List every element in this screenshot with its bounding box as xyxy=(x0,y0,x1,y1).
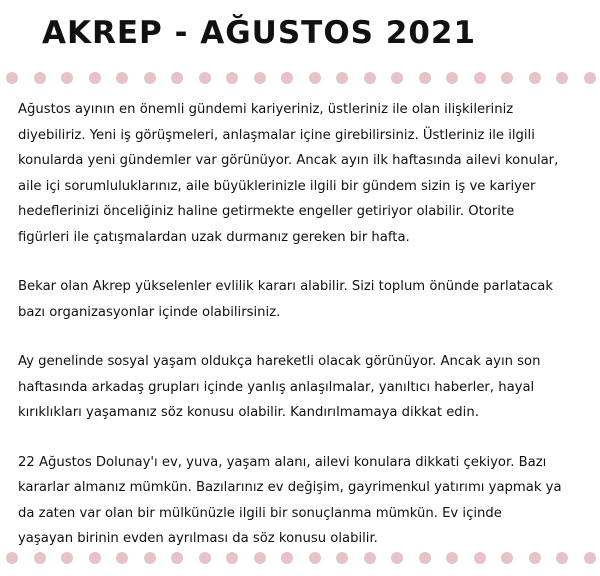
decorative-dot xyxy=(364,552,376,564)
text-line: Ağustos ayının en önemli gündemi kariyeriniz, üstleriniz ile olan ilişkileriniz xyxy=(18,102,514,117)
decorative-dot xyxy=(364,72,376,84)
decorative-dot xyxy=(116,552,128,564)
decorative-dot xyxy=(6,72,18,84)
text-line: bazı organizasyonlar içinde olabilirsiniz. xyxy=(18,304,281,320)
decorative-dot xyxy=(419,72,431,84)
text-line: da zaten var olan bir mülkünüzle ilgili bir sonuçlanma mümkün. Ev içinde xyxy=(18,505,502,521)
decorative-dot xyxy=(199,72,211,84)
text-line: konularda yeni gündemler var görünüyor. Ancak ayın ilk haftasında ailevi konular, xyxy=(18,153,559,168)
top-dot-divider xyxy=(6,71,596,85)
text-line: hedeflerinizi önceliğiniz haline getirmekte engeller getiriyor olabilir. Otorite xyxy=(18,204,515,219)
decorative-dot xyxy=(556,552,568,564)
text-line: 22 Ağustos Dolunay'ı ev, yuva, yaşam alanı, ailevi konulara dikkati çekiyor. Bazı xyxy=(18,454,547,470)
paragraph-full-moon xyxy=(18,450,598,552)
text-line: kırıklıkları yaşamanız söz konusu olabilir. Kandırılmamaya dikkat edin. xyxy=(18,405,479,420)
decorative-dot xyxy=(34,552,46,564)
decorative-dot xyxy=(391,72,403,84)
decorative-dot xyxy=(391,552,403,564)
decorative-dot xyxy=(254,72,266,84)
decorative-dot xyxy=(144,72,156,84)
decorative-dot xyxy=(171,72,183,84)
paragraph-marriage xyxy=(18,274,598,325)
paragraph-social-life xyxy=(18,349,598,426)
text-line: Bekar olan Akrep yükselenler evlilik kararı alabilir. Sizi toplum önünde parlatacak xyxy=(18,279,553,294)
decorative-dot xyxy=(171,552,183,564)
decorative-dot xyxy=(6,552,18,564)
text-line: figürleri ile çatışmalardan uzak durmanız gereken bir hafta. xyxy=(18,229,410,245)
decorative-dot xyxy=(419,552,431,564)
decorative-dot xyxy=(309,552,321,564)
decorative-dot xyxy=(584,552,596,564)
decorative-dot xyxy=(144,552,156,564)
decorative-dot xyxy=(116,72,128,84)
text-line: diyebiliriz. Yeni iş görüşmeleri, anlaşmalar içine girebilirsiniz. Üstleriniz ile ilgili xyxy=(18,127,535,143)
decorative-dot xyxy=(281,72,293,84)
decorative-dot xyxy=(529,552,541,564)
bottom-dot-divider xyxy=(6,551,596,565)
decorative-dot xyxy=(501,552,513,564)
decorative-dot xyxy=(254,552,266,564)
paragraph-career xyxy=(18,97,598,250)
article-body xyxy=(18,97,598,576)
decorative-dot xyxy=(501,72,513,84)
decorative-dot xyxy=(226,552,238,564)
decorative-dot xyxy=(336,552,348,564)
decorative-dot xyxy=(446,552,458,564)
decorative-dot xyxy=(34,72,46,84)
decorative-dot xyxy=(529,72,541,84)
decorative-dot xyxy=(199,552,211,564)
text-line: haftasında arkadaş grupları içinde yanlış anlaşılmalar, yanıltıcı haberler, hayal xyxy=(18,379,535,395)
page-title: AKREP - AĞUSTOS 2021 xyxy=(42,15,477,51)
decorative-dot xyxy=(89,552,101,564)
decorative-dot xyxy=(336,72,348,84)
decorative-dot xyxy=(474,552,486,564)
decorative-dot xyxy=(226,72,238,84)
text-line: Ay genelinde sosyal yaşam oldukça hareketli olacak görünüyor. Ancak ayın son xyxy=(18,354,541,369)
text-line: aile içi sorumluluklarınız, aile büyüklerinizle ilgili bir gündem sizin iş ve kariyer xyxy=(18,178,536,194)
decorative-dot xyxy=(61,72,73,84)
decorative-dot xyxy=(556,72,568,84)
decorative-dot xyxy=(281,552,293,564)
decorative-dot xyxy=(61,552,73,564)
decorative-dot xyxy=(309,72,321,84)
text-line: yaşayan birinin evden ayrılması da söz konusu olabilir. xyxy=(18,531,378,546)
decorative-dot xyxy=(89,72,101,84)
text-line: kararlar almanız mümkün. Bazılarınız ev değişim, gayrimenkul yatırımı yapmak ya xyxy=(18,480,562,495)
decorative-dot xyxy=(474,72,486,84)
decorative-dot xyxy=(446,72,458,84)
decorative-dot xyxy=(584,72,596,84)
